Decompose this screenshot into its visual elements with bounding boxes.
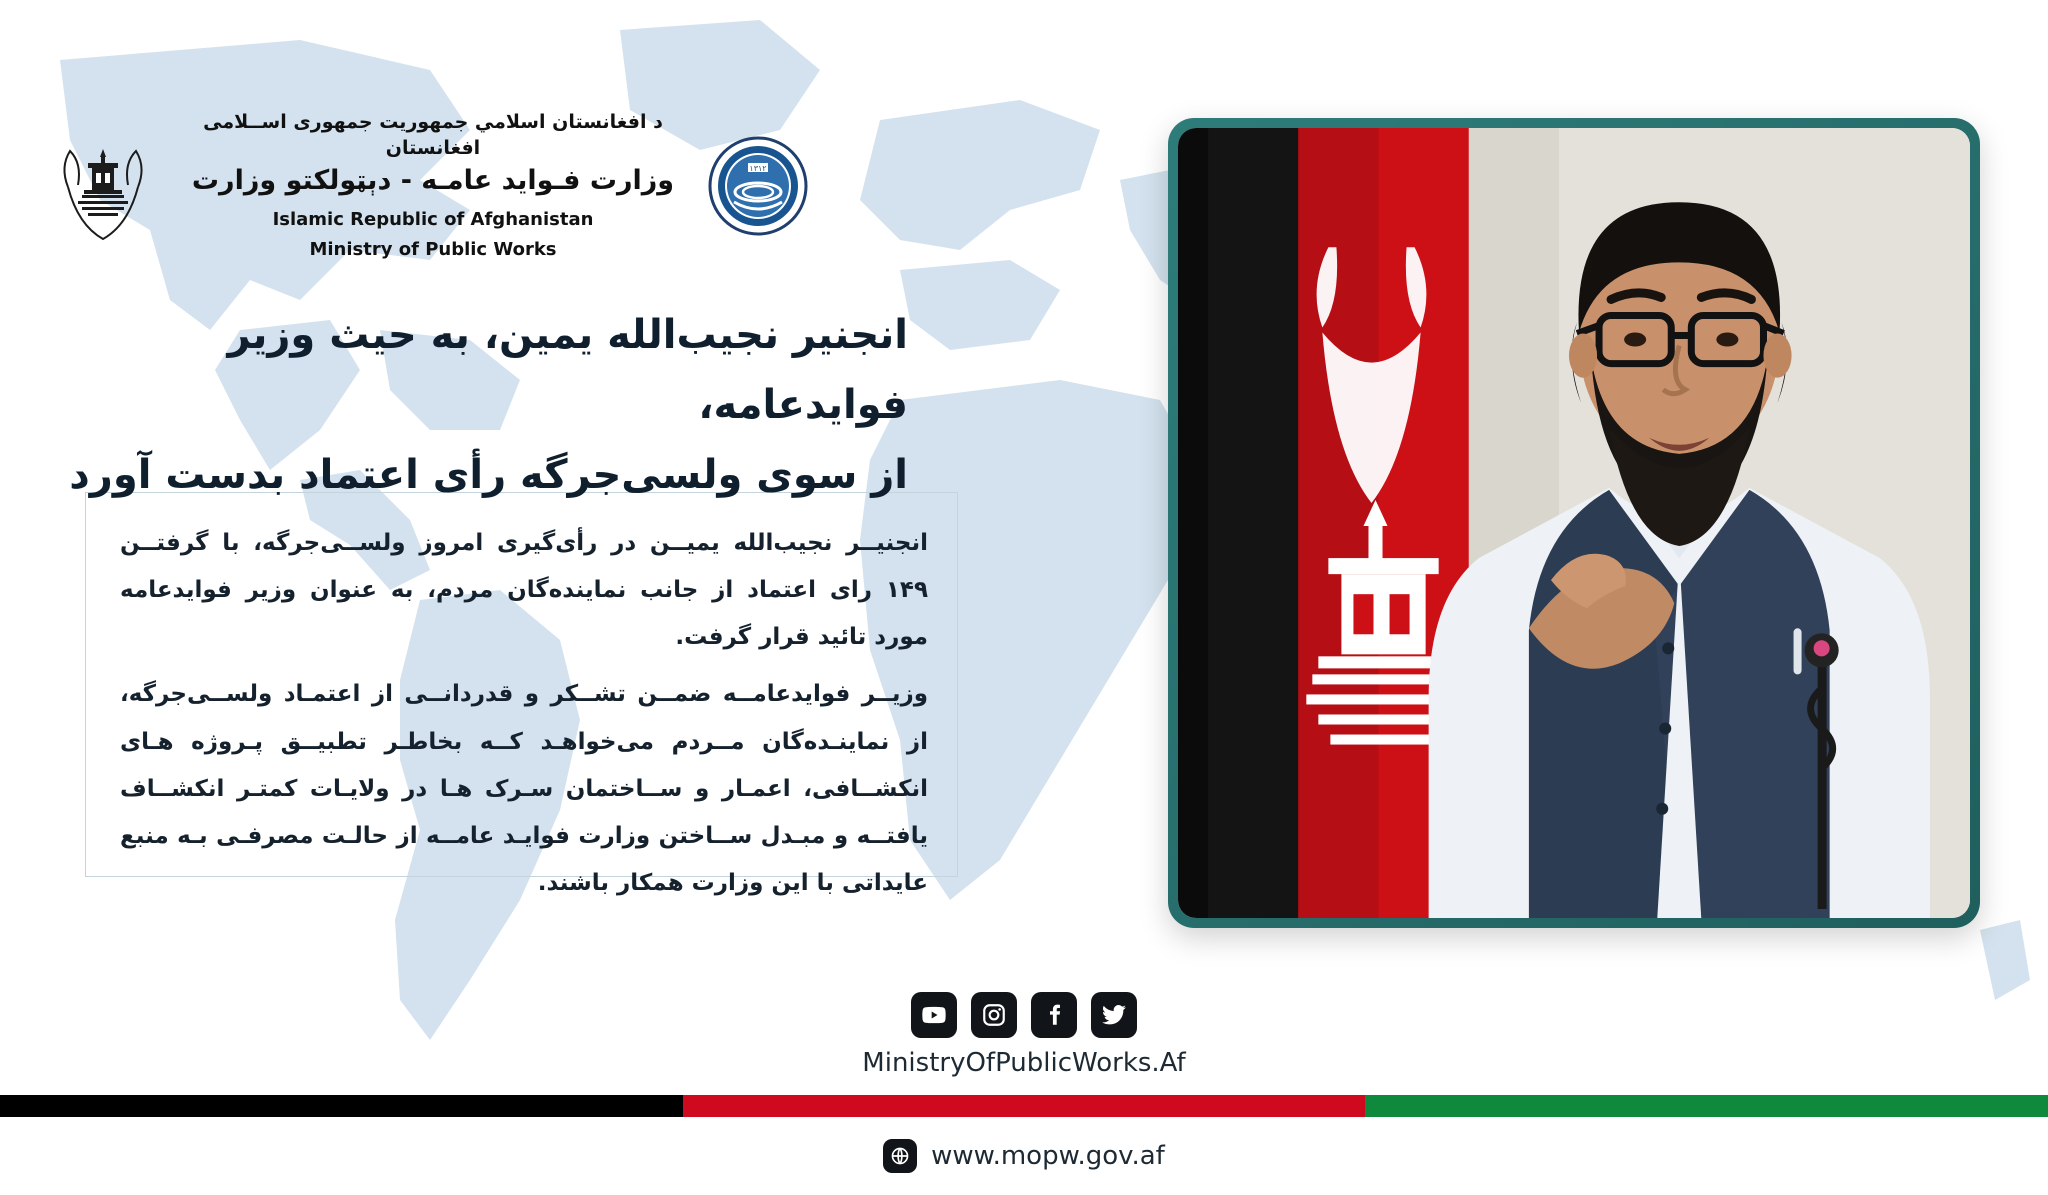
youtube-icon[interactable]: [911, 992, 957, 1038]
twitter-icon[interactable]: [1091, 992, 1137, 1038]
headline-line-1: انجنیر نجیب‌الله یمین، به حیث وزیر فوایدعامه،: [227, 312, 908, 428]
minister-portrait: [1178, 128, 1970, 918]
footer-content: [0, 1117, 2048, 1195]
flag-stripe-black: [0, 1095, 683, 1117]
ministry-seal-icon: [708, 136, 808, 236]
ministry-title-block: [182, 110, 684, 262]
social-handle: MinistryOfPublicWorks.Af: [862, 1048, 1186, 1078]
facebook-icon[interactable]: [1031, 992, 1077, 1038]
header-ministry-name: وزارت فـواید عامـه - دېټولکتو وزارت: [191, 165, 675, 197]
svg-text:١٣١٢: ١٣١٢: [749, 164, 767, 174]
flag-stripe-red: [683, 1095, 1366, 1117]
body-paragraph-1: انجنیــر نجیب‌الله یمیــن در رأی‌گیری امروز ولســی‌جرگه، با گرفتــن ۱۴۹ رای اعتماد از جانب نماینده‌گان مردم، به عنوان وزیر فوایدعامه مورد تائید قرار گرفت.: [120, 530, 928, 651]
afghanistan-national-emblem-icon: [48, 129, 158, 244]
header-dari-country: د افغانستان اسلامي جمهوریت جمهوری اســلامی افغانستان: [203, 111, 663, 159]
body-paragraph-2: وزیــر فوایدعامــه ضمــن تشــکر و قدردانــی از اعتمـاد ولســی‌جرگه، از نماینـده‌گان مــردم می‌خواهـد کــه بخاطـر تطبیــق پـروژه هـای انکشــافی، اعمـار و ســاختمان سـرک هـا در ولایـات کمتـر انکشــاف یافتــه و مبـدل ســاختن وزارت فوایـد عامــه از حالـت مصرفـی بـه منبع عایداتی با این وزارت همکار باشند.: [120, 681, 928, 896]
header-english-ministry: Ministry of Public Works: [309, 239, 557, 261]
flag-stripe-bar: [0, 1095, 2048, 1117]
ministry-header: [48, 110, 808, 262]
footer: [0, 1095, 2048, 1195]
website-url[interactable]: www.mopw.gov.af: [931, 1141, 1165, 1171]
minister-photo-frame: [1168, 118, 1980, 928]
header-english-country: Islamic Republic of Afghanistan: [272, 208, 594, 230]
app-badge-icon[interactable]: [883, 1139, 917, 1173]
page-title: [48, 300, 908, 510]
article-body: [120, 520, 928, 917]
instagram-icon[interactable]: [971, 992, 1017, 1038]
flag-stripe-green: [1365, 1095, 2048, 1117]
social-links[interactable]: [0, 992, 2048, 1038]
headline-line-2: از سوی ولسی‌جرگه رأی اعتماد بدست آورد: [69, 452, 908, 498]
